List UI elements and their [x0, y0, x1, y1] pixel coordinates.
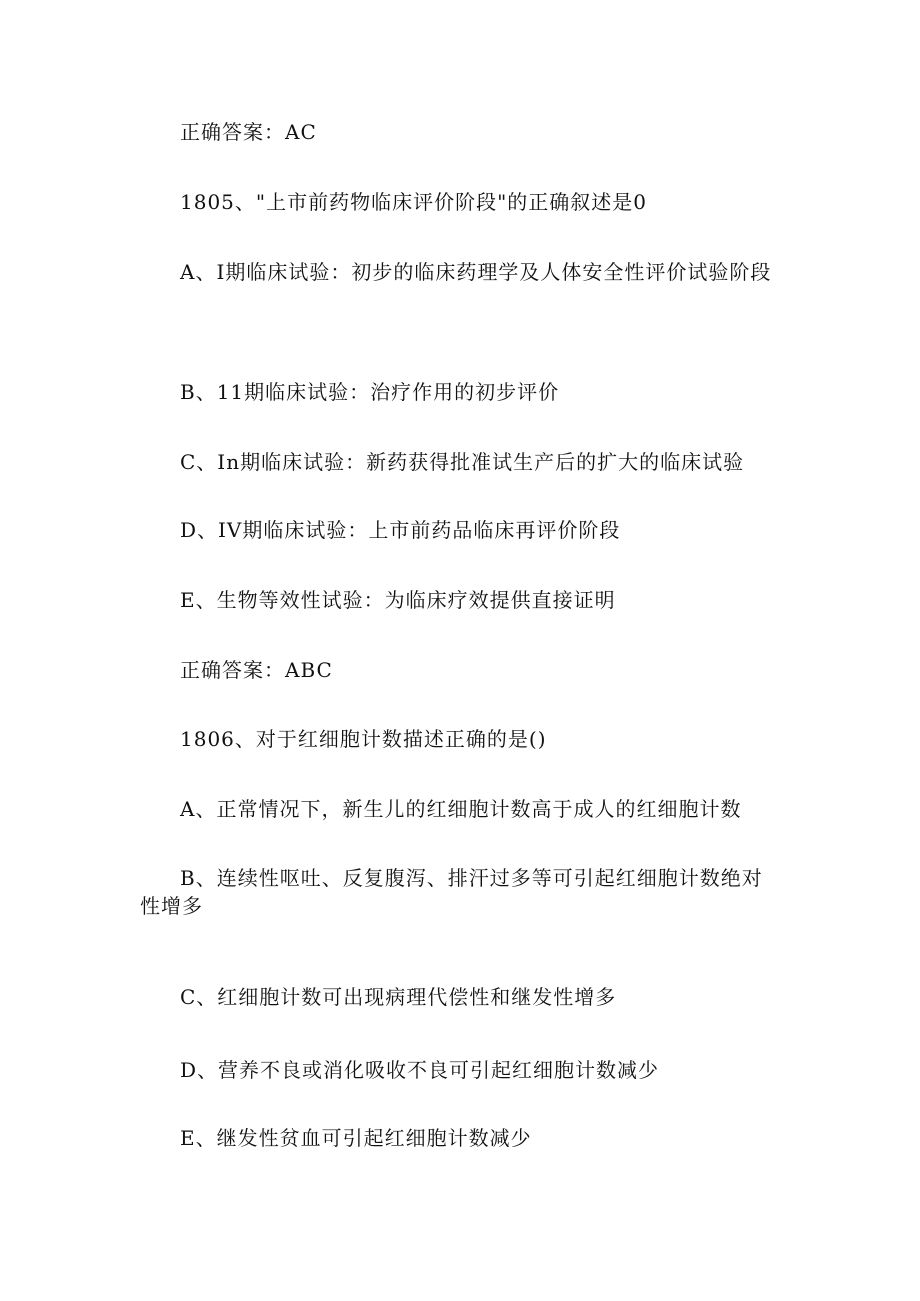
- question-1805-option-e: E、生物等效性试验：为临床疗效提供直接证明: [180, 588, 616, 612]
- answer-line: 正确答案：AC: [180, 120, 317, 144]
- question-1805-stem: 1805、"上市前药物临床评价阶段"的正确叙述是0: [180, 190, 648, 214]
- question-1806-option-b: B、连续性呕吐、反复腹泻、排汗过多等可引起红细胞计数绝对性增多: [140, 866, 763, 918]
- question-1805-answer: 正确答案：ABC: [180, 658, 333, 682]
- question-1806-option-c: C、红细胞计数可出现病理代偿性和继发性增多: [180, 985, 617, 1009]
- question-1806-option-e: E、继发性贫血可引起红细胞计数减少: [180, 1126, 532, 1150]
- question-1805-option-d: D、IV期临床试验：上市前药品临床再评价阶段: [180, 518, 621, 542]
- question-1805-option-c: C、In期临床试验：新药获得批准试生产后的扩大的临床试验: [180, 450, 745, 474]
- question-1805-option-b: B、11期临床试验：治疗作用的初步评价: [180, 380, 560, 404]
- question-1806-option-a: A、正常情况下，新生儿的红细胞计数高于成人的红细胞计数: [180, 797, 742, 821]
- question-1806-option-d: D、营养不良或消化吸收不良可引起红细胞计数减少: [180, 1058, 660, 1082]
- question-1806-stem: 1806、对于红细胞计数描述正确的是(): [180, 727, 547, 751]
- question-1805-option-a: A、I期临床试验：初步的临床药理学及人体安全性评价试验阶段: [180, 260, 772, 284]
